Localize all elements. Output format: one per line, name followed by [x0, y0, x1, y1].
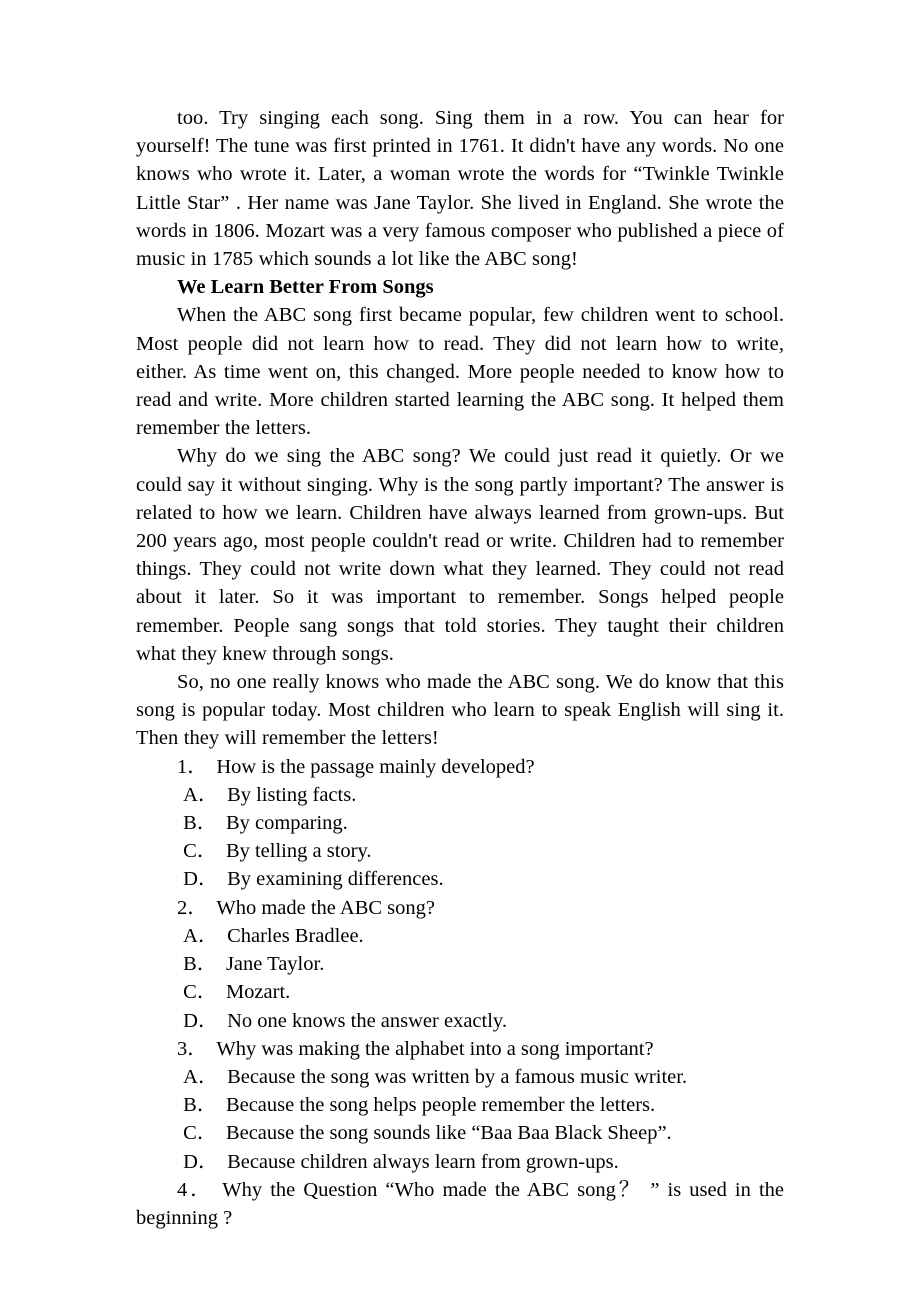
question-number-2: 2．	[177, 896, 208, 919]
option-text-3d: Because children always learn from grown-ups.	[227, 1150, 619, 1173]
option-item-1b[interactable]	[136, 809, 784, 837]
option-item-2b[interactable]	[136, 950, 784, 978]
option-item-1a[interactable]	[136, 781, 784, 809]
option-text-2c: Mozart.	[225, 981, 291, 1004]
option-item-3b[interactable]	[136, 1091, 784, 1119]
question-text-1: How is the passage mainly developed?	[216, 755, 535, 778]
option-text-1b: By comparing.	[225, 812, 348, 835]
option-label-2d: D．	[183, 1009, 219, 1032]
option-text-1d: By examining differences.	[227, 868, 444, 891]
option-label-1b: B．	[183, 812, 218, 835]
option-text-1a: By listing facts.	[227, 783, 357, 806]
passage-paragraph-3: Why do we sing the ABC song? We could just read it quietly. Or we could say it without singing. Why is the song partly important? The answer is related to how we learn. Children have always learned from grown-ups. But 200 years ago, most people couldn't read or write. Children had to remember things. They could not write down what they learned. They could not read about it later. So it was important to remember. Songs helped people remember. People sang songs that told stories. They taught their children what they knew through songs.	[136, 445, 784, 665]
passage-paragraph-1: too. Try singing each song. Sing them in a row. You can hear for yourself! The tune was first printed in 1761. It didn't have any words. No one knows who wrote it. Later, a woman wrote the words for “Twinkle Twinkle Little Star” . Her name was Jane Taylor. She lived in England. She wrote the words in 1806. Mozart was a very famous composer who published a piece of music in 1785 which sounds a lot like the ABC song!	[136, 107, 784, 271]
option-text-3c: Because the song sounds like “Baa Baa Black Sheep”.	[225, 1122, 672, 1145]
question-text-3: Why was making the alphabet into a song important?	[216, 1037, 654, 1060]
option-text-2b: Jane Taylor.	[225, 953, 325, 976]
option-text-2d: No one knows the answer exactly.	[227, 1009, 507, 1032]
question-item-2	[136, 894, 784, 922]
option-label-1d: D．	[183, 868, 219, 891]
question-item-4	[136, 1176, 784, 1232]
option-item-3d[interactable]	[136, 1148, 784, 1176]
text-column	[136, 104, 784, 1232]
question-number-4: 4．	[177, 1178, 214, 1201]
option-label-3a: A．	[183, 1065, 219, 1088]
option-item-2d[interactable]	[136, 1007, 784, 1035]
question-item-1	[136, 753, 784, 781]
section-heading: We Learn Better From Songs	[177, 276, 434, 299]
question-item-3	[136, 1035, 784, 1063]
question-text-4: Why the Question “Who made the ABC song？ ” is used in the beginning ?	[136, 1178, 784, 1229]
question-number-1: 1．	[177, 755, 208, 778]
option-item-3c[interactable]	[136, 1119, 784, 1147]
option-item-3a[interactable]	[136, 1063, 784, 1091]
option-label-3b: B．	[183, 1094, 218, 1117]
option-label-2b: B．	[183, 953, 218, 976]
option-label-3c: C．	[183, 1122, 218, 1145]
option-label-3d: D．	[183, 1150, 219, 1173]
question-list	[136, 753, 784, 1232]
passage-paragraph-4: So, no one really knows who made the ABC song. We do know that this song is popular today. Most children who learn to speak English will sing it. Then they will remember the letters!	[136, 671, 784, 750]
option-text-1c: By telling a story.	[225, 840, 372, 863]
option-text-2a: Charles Bradlee.	[227, 924, 364, 947]
question-number-3: 3．	[177, 1037, 208, 1060]
option-label-2c: C．	[183, 981, 218, 1004]
option-item-1d[interactable]	[136, 865, 784, 893]
option-label-2a: A．	[183, 924, 219, 947]
question-text-2: Who made the ABC song?	[216, 896, 435, 919]
option-label-1c: C．	[183, 840, 218, 863]
option-item-2c[interactable]	[136, 978, 784, 1006]
passage-paragraph-2: When the ABC song first became popular, few children went to school. Most people did not learn how to read. They did not learn how to write, either. As time went on, this changed. More people needed to know how to read and write. More children started learning the ABC song. It helped them remember the letters.	[136, 304, 784, 440]
option-item-1c[interactable]	[136, 837, 784, 865]
option-item-2a[interactable]	[136, 922, 784, 950]
option-label-1a: A．	[183, 783, 219, 806]
option-text-3a: Because the song was written by a famous music writer.	[227, 1065, 688, 1088]
option-text-3b: Because the song helps people remember the letters.	[225, 1094, 656, 1117]
